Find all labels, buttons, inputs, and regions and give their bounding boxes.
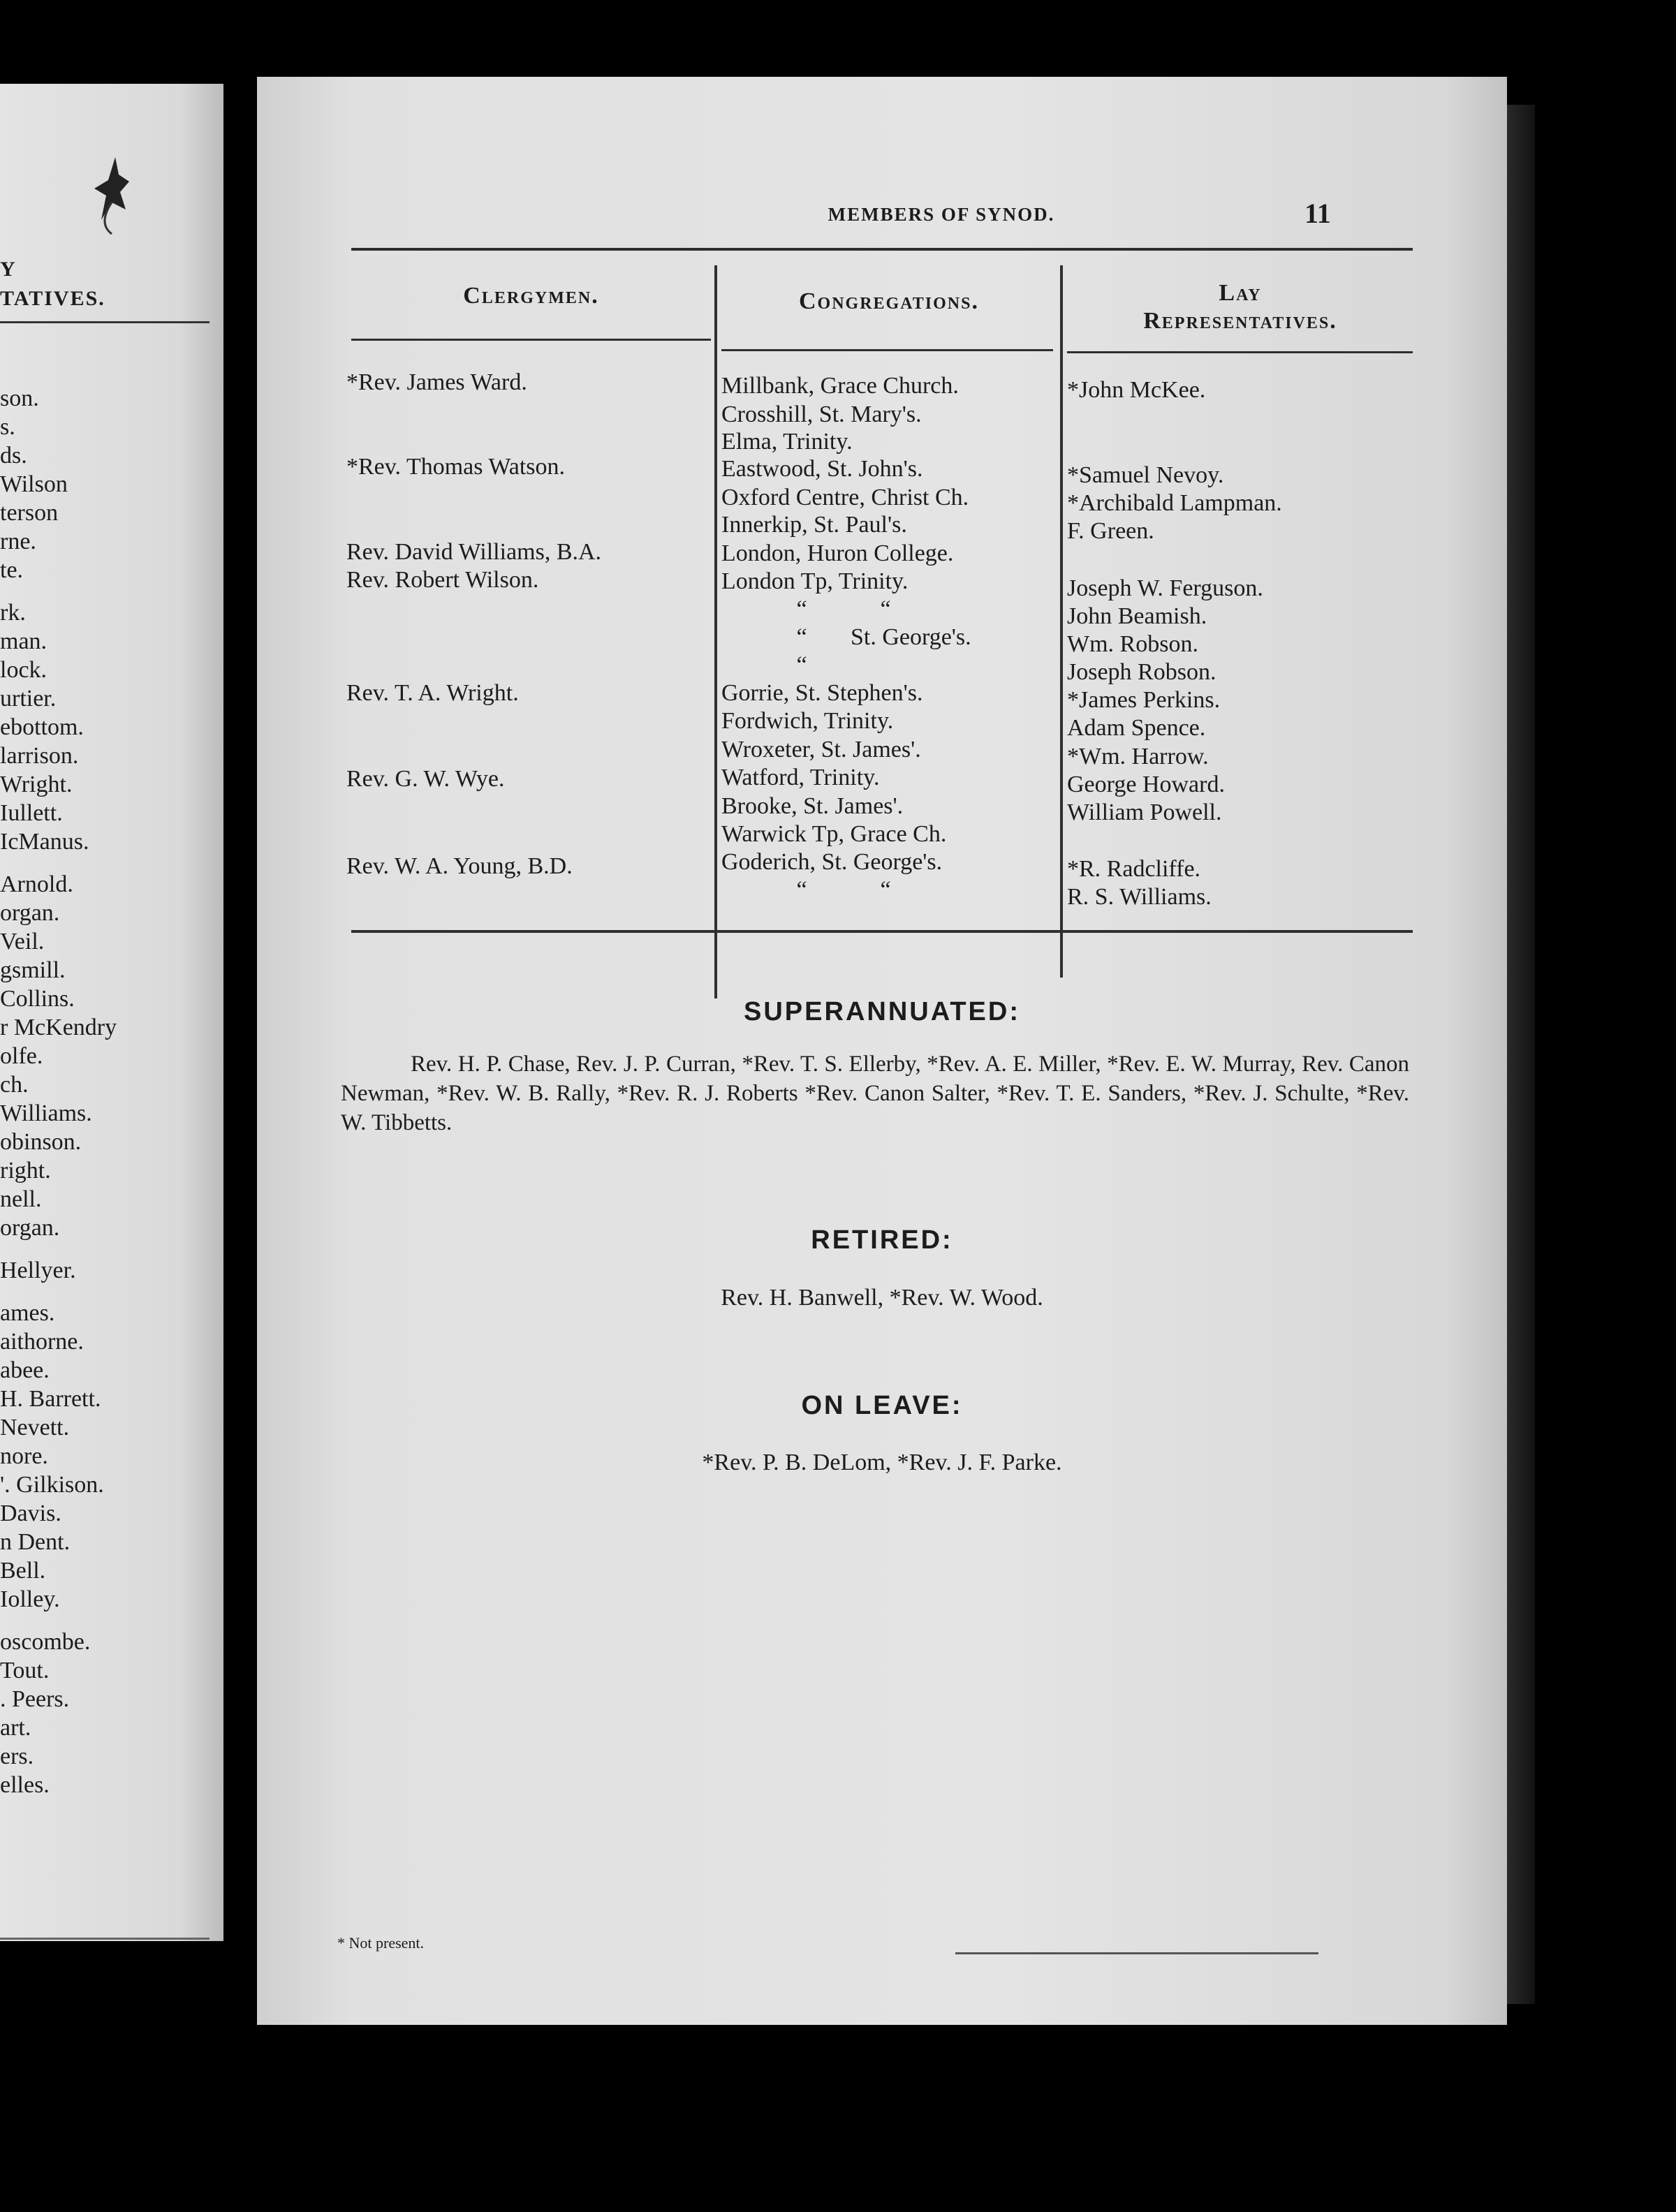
clergyman-entry: Rev. Robert Wilson. <box>346 567 539 593</box>
left-list-line: nore. <box>0 1443 48 1469</box>
lay-representative-entry: *John McKee. <box>1067 377 1206 403</box>
left-list-line: ebottom. <box>0 714 84 740</box>
lay-representative-entry: John Beamish. <box>1067 603 1207 629</box>
lay-representative-entry: Joseph W. Ferguson. <box>1067 575 1263 601</box>
lay-representative-entry: *Wm. Harrow. <box>1067 744 1209 769</box>
left-list-line: organ. <box>0 1215 60 1241</box>
lay-representative-entry: Adam Spence. <box>1067 715 1206 741</box>
left-list-line: lock. <box>0 657 47 683</box>
left-list-line: abee. <box>0 1357 50 1383</box>
header-rule-clergymen <box>351 339 711 341</box>
retired-heading: RETIRED: <box>811 1225 953 1255</box>
left-list-line: rk. <box>0 600 26 626</box>
ditto-mark: “ <box>796 652 807 678</box>
ditto-mark: “ <box>796 596 807 622</box>
left-list-gap <box>0 1614 223 1628</box>
page-number: 11 <box>1304 198 1331 229</box>
left-list-line: Williams. <box>0 1100 92 1126</box>
congregation-entry: Warwick Tp, Grace Ch. <box>721 821 947 847</box>
congregation-entry: Watford, Trinity. <box>721 765 880 790</box>
lay-representative-entry: Wm. Robson. <box>1067 631 1198 657</box>
congregation-entry: Innerkip, St. Paul's. <box>721 512 907 538</box>
left-list-line: Arnold. <box>0 871 73 897</box>
left-bottom-rule <box>0 1938 210 1940</box>
left-header-rule <box>0 321 210 323</box>
retired-list: Rev. H. Banwell, *Rev. W. Wood. <box>721 1285 1043 1311</box>
left-list-line: ers. <box>0 1743 34 1769</box>
left-list-line: man. <box>0 628 47 654</box>
left-list-line: nell. <box>0 1186 42 1212</box>
superannuated-list: Rev. H. P. Chase, Rev. J. P. Curran, *Rev. T. S. Ellerby, *Rev. A. E. Miller, *Rev. E. W. Murray, Rev. Canon Newman, *Rev. W. B. Rally, *Rev. R. J. Roberts *Rev. Canon Salter, *Rev. T. E. Sanders, *Rev. J. Schulte, *Rev. W. Tibbetts. <box>341 1052 1409 1135</box>
lay-representative-entry: George Howard. <box>1067 772 1225 797</box>
congregation-entry: Fordwich, Trinity. <box>721 708 894 734</box>
left-list-line: Nevett. <box>0 1415 70 1440</box>
congregation-entry: Brooke, St. James'. <box>721 793 904 819</box>
footnote-not-present: * Not present. <box>337 1934 425 1952</box>
column-header-lay-representatives <box>1066 279 1415 335</box>
left-list-line: oscombe. <box>0 1629 91 1655</box>
congregation-entry: London Tp, Trinity. <box>721 568 909 594</box>
lay-header-line-2: Representatives. <box>1143 308 1337 334</box>
ditto-mark: “ <box>796 877 807 903</box>
congregation-entry: London, Huron College. <box>721 540 954 566</box>
left-list-line: Collins. <box>0 986 75 1012</box>
lay-representative-entry: Joseph Robson. <box>1067 659 1216 685</box>
left-list-line: Iolley. <box>0 1586 60 1612</box>
left-list-gap <box>0 1285 223 1299</box>
ditto-mark: “ <box>880 596 891 622</box>
left-list-line: . Peers. <box>0 1686 70 1712</box>
left-list-line: urtier. <box>0 686 57 711</box>
ditto-row <box>781 876 906 904</box>
left-list-line: ames. <box>0 1300 55 1326</box>
lay-representative-entry: *Samuel Nevoy. <box>1067 462 1224 488</box>
column-header-clergymen: Clergymen. <box>463 283 599 309</box>
ditto-row <box>781 623 971 651</box>
left-names-list <box>0 384 223 1799</box>
left-list-line: son. <box>0 385 39 411</box>
left-list-line: ch. <box>0 1072 29 1098</box>
column-header-congregations: Congregations. <box>799 288 979 314</box>
footer-rule <box>955 1952 1318 1954</box>
clergyman-entry: *Rev. James Ward. <box>346 369 527 395</box>
left-list-line: right. <box>0 1158 51 1184</box>
congregation-entry: St. George's. <box>851 624 971 650</box>
book-gutter <box>223 0 257 2212</box>
left-list-line: larrison. <box>0 743 79 769</box>
on-leave-heading: ON LEAVE: <box>801 1391 963 1420</box>
ink-blot-mark <box>91 154 140 237</box>
left-column-header <box>0 255 210 311</box>
page-11 <box>257 77 1507 2025</box>
superannuated-heading: SUPERANNUATED: <box>744 997 1020 1026</box>
clergyman-entry: Rev. W. A. Young, B.D. <box>346 853 573 879</box>
running-head: MEMBERS OF SYNOD. <box>828 204 1055 225</box>
lay-representative-entry: William Powell. <box>1067 799 1222 825</box>
left-list-gap <box>0 584 223 598</box>
lay-representative-entry: *James Perkins. <box>1067 687 1221 713</box>
left-list-line: Bell. <box>0 1558 46 1584</box>
clergyman-entry: Rev. G. W. Wye. <box>346 766 505 792</box>
left-list-line: Iullett. <box>0 800 63 826</box>
congregation-entry: Elma, Trinity. <box>721 429 853 455</box>
left-list-line: s. <box>0 414 15 440</box>
left-header-line: TATIVES. <box>0 287 105 310</box>
left-list-line: Wright. <box>0 772 73 797</box>
left-list-line: Veil. <box>0 929 45 954</box>
header-rule-lay <box>1067 351 1413 353</box>
left-list-gap <box>0 856 223 870</box>
left-list-line: Tout. <box>0 1658 50 1683</box>
table-top-rule <box>351 248 1413 251</box>
lay-representative-entry: *R. Radcliffe. <box>1067 856 1201 882</box>
congregation-entry: Goderich, St. George's. <box>721 849 943 875</box>
lay-representative-entry: *Archibald Lampman. <box>1067 490 1282 516</box>
ditto-row <box>781 651 823 679</box>
left-list-line: Wilson <box>0 471 68 497</box>
left-header-line: Y <box>0 258 17 281</box>
left-list-gap <box>0 1242 223 1256</box>
lay-representative-entry: R. S. Williams. <box>1067 884 1212 910</box>
on-leave-list: *Rev. P. B. DeLom, *Rev. J. F. Parke. <box>702 1450 1062 1475</box>
book-cover-edge <box>1507 105 1535 2004</box>
ditto-row <box>781 595 906 624</box>
left-list-line: aithorne. <box>0 1329 84 1355</box>
left-list-line: gsmill. <box>0 957 66 983</box>
left-list-line: r McKendry <box>0 1015 117 1040</box>
left-list-line: rne. <box>0 529 36 554</box>
left-list-line: n Dent. <box>0 1529 71 1555</box>
column-divider-2 <box>1060 265 1063 978</box>
left-list-line: art. <box>0 1715 31 1741</box>
left-list-line: te. <box>0 557 24 583</box>
congregation-entry: Wroxeter, St. James'. <box>721 737 921 762</box>
ditto-mark: “ <box>880 877 891 903</box>
left-list-line: ds. <box>0 443 27 469</box>
header-rule-congregations <box>721 349 1053 351</box>
congregation-entry: Crosshill, St. Mary's. <box>721 401 922 427</box>
clergyman-entry: Rev. T. A. Wright. <box>346 680 519 706</box>
congregation-entry: Millbank, Grace Church. <box>721 373 959 399</box>
previous-page-fragment <box>0 84 223 1941</box>
ditto-mark: “ <box>796 624 807 650</box>
clergyman-entry: Rev. David Williams, B.A. <box>346 539 602 565</box>
clergyman-entry: *Rev. Thomas Watson. <box>346 454 566 480</box>
lay-representative-entry: F. Green. <box>1067 518 1154 544</box>
column-divider-1 <box>714 265 717 998</box>
left-list-line: H. Barrett. <box>0 1386 101 1412</box>
left-list-line: organ. <box>0 900 60 926</box>
congregation-entry: Oxford Centre, Christ Ch. <box>721 485 969 510</box>
left-list-line: terson <box>0 500 59 526</box>
left-list-line: Davis. <box>0 1501 61 1526</box>
left-list-line: IcManus. <box>0 829 89 855</box>
table-bottom-rule <box>351 930 1413 933</box>
left-list-line: obinson. <box>0 1129 82 1155</box>
congregation-entry: Gorrie, St. Stephen's. <box>721 680 923 706</box>
left-list-line: Hellyer. <box>0 1258 76 1283</box>
left-list-line: '. Gilkison. <box>0 1472 104 1498</box>
left-list-line: elles. <box>0 1772 50 1798</box>
left-list-line: olfe. <box>0 1043 43 1069</box>
lay-header-line-1: Lay <box>1219 280 1262 306</box>
congregation-entry: Eastwood, St. John's. <box>721 456 923 482</box>
